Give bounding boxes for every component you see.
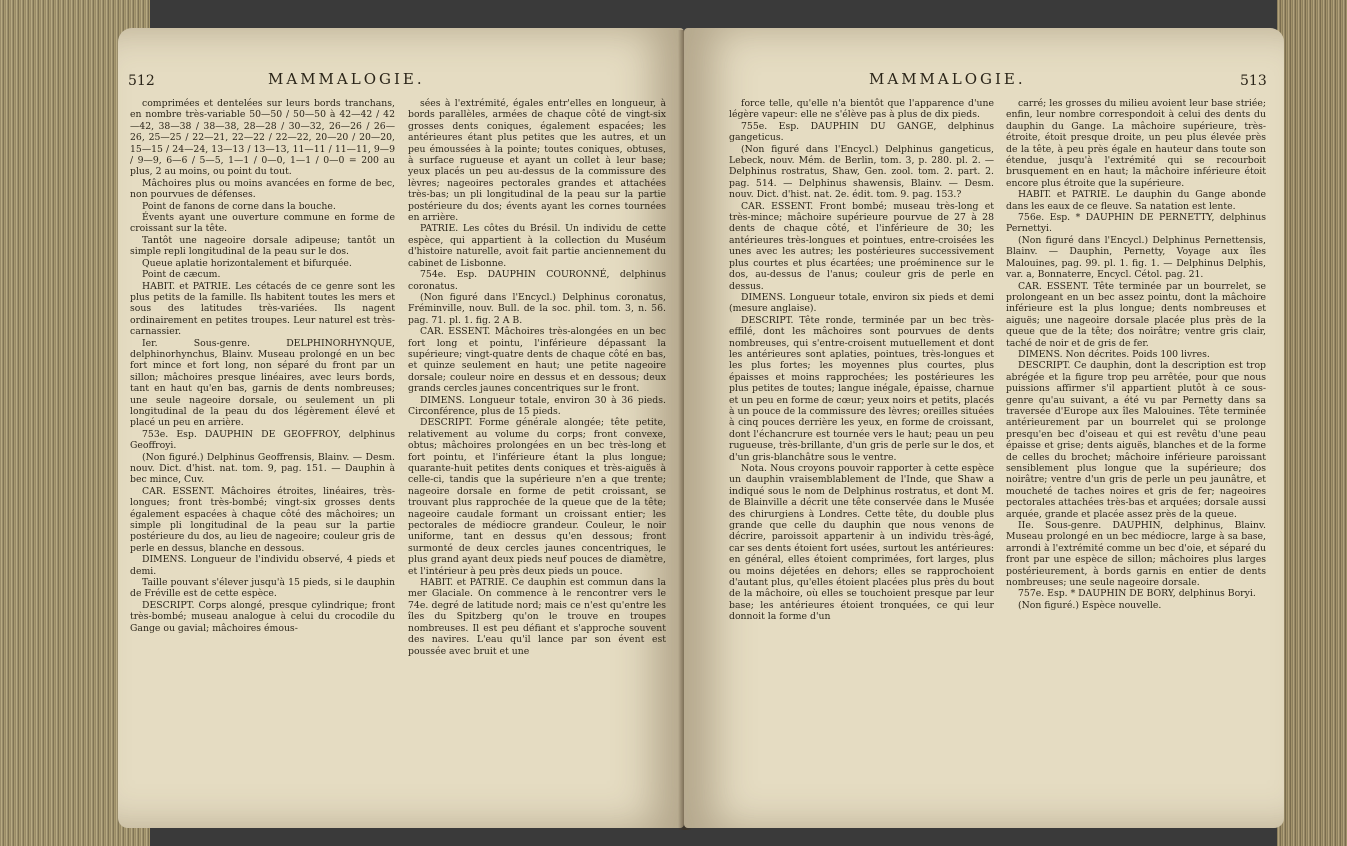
paragraph: Évents ayant une ouverture commune en forme de croissant sur la tête.: [130, 212, 395, 235]
right-page: [684, 28, 1284, 828]
paragraph: (Non figuré.) Delphinus Geoffrensis, Blainv. — Desm. nouv. Dict. d'hist. nat. tom. 9, pag. 151. — Dauphin à bec mince, Cuv.: [130, 451, 395, 486]
paragraph: Tantôt une nageoire dorsale adipeuse; tantôt un simple repli longitudinal de la peau sur le dos.: [130, 234, 395, 258]
paragraph: Taille pouvant s'élever jusqu'à 15 pieds, si le dauphin de Fréville est de cette espèce.: [130, 577, 395, 600]
paragraph: DIMENS. Non décrites. Poids 100 livres.: [1018, 348, 1210, 360]
paragraph: 754e. Esp. DAUPHIN COURONNÉ, delphinus coronatus.: [408, 269, 666, 292]
right-column-1: [729, 98, 994, 818]
paragraph: CAR. ESSENT. Front bombé; museau très-long et très-mince; mâchoire supérieure pourvue de 27 à 28 dents de chaque côté, et l'inférieure de 30; les antérieures très-longues et pointues, entre-croisées les unes avec les autres; les postérieures successivement plus courtes et plus écartées; une proéminence sur le dos, au-dessus de l'anus; couleur gris de perle en dessus.: [729, 200, 994, 292]
paragraph: 755e. Esp. DAUPHIN DU GANGE, delphinus gangeticus.: [729, 120, 994, 144]
paragraph: CAR. ESSENT. Mâchoires étroites, linéaires, très-longues; front très-bombé; vingt-six grosses dents également espacées à chaque côté des mâchoires; un simple pli longitudinal de la peau sur la partie postérieure du dos, au lieu de nageoire; couleur gris de perle en dessus, blanche en dessous.: [130, 485, 395, 554]
left-page: [118, 28, 684, 828]
paragraph: DESCRIPT. Forme générale alongée; tête petite, relativement au volume du corps; front convexe, obtus; mâchoires prolongées en un bec très-long et fort pointu, et l'inférieure étant la plus longue; quarante-huit petites dents coniques et très-aiguës à celle-ci, tandis que la supérieure n'en a que trente; nageoire dorsale en forme de petit croissant, se trouvant plus rapprochée de la queue que de la tête; nageoire caudale formant un croissant entier; les pectorales de médiocre grandeur. Couleur, le noir uniforme, tant en dessus qu'en dessous; front surmonté de deux cercles jaunes concentriques, le plus grand ayant deux pieds neuf pouces de diamètre, et l'intérieur à peu près deux pieds un pouce.: [408, 417, 666, 577]
paragraph: Nota. Nous croyons pouvoir rapporter à cette espèce un dauphin vraisemblablement de l'Inde, que Shaw a indiqué sous le nom de Delphinus rostratus, et dont M. de Blainville a décrit une tête conservée dans le Musée des chirurgiens à Londres. Cette tête, du double plus grande que celle du dauphin que nous venons de décrire, paroissoit appartenir à un individu très-âgé, car ses dents étoient fort usées, surtout les antérieures: en général, elles étoient comprimées, fort larges, plus ou moins déjetées en dehors; elles se rapprochoient d'autant plus, qu'elles étoient placées plus près du bout de la mâchoire, où elles se touchoient presque par leur base; les antérieures étoient tronquées, ce qui leur donnoit la forme d'un: [729, 463, 994, 623]
paragraph: Point de cæcum.: [142, 269, 221, 281]
running-head: MAMMALOGIE.: [268, 70, 425, 88]
paragraph: 753e. Esp. DAUPHIN DE GEOFFROY, delphinus Geoffroyi.: [130, 428, 395, 452]
paragraph: (Non figuré dans l'Encycl.) Delphinus Pernettensis, Blainv. — Dauphin, Pernetty, Voyage aux îles Malouines, pag. 99. pl. 1. fig. 1. — Delphinus Delphis, var. a, Bonnaterre, Encycl. Cétol. pag. 21.: [1006, 234, 1266, 281]
paragraph: (Non figuré.) Espèce nouvelle.: [1018, 599, 1162, 611]
paragraph: force telle, qu'elle n'a bientôt que l'apparence d'une légère vapeur: elle ne s'élève pas à plus de dix pieds.: [729, 98, 994, 121]
paragraph: CAR. ESSENT. Tête terminée par un bourrelet, se prolongeant en un bec assez pointu, dont la mâchoire inférieure est la plus longue; dents nombreuses et aiguës; une nageoire dorsale placée plus près de la queue que de la tête; dos noirâtre; ventre gris clair, taché de noir et de gris de fer.: [1006, 280, 1266, 349]
paragraph: DIMENS. Longueur totale, environ six pieds et demi (mesure anglaise).: [729, 291, 994, 315]
paragraph: HABIT. et PATRIE. Les cétacés de ce genre sont les plus petits de la famille. Ils habitent toutes les mers et sous des latitudes très-variées. Ils nagent ordinairement en petites troupes. Leur naturel est très-carnassier.: [130, 280, 395, 338]
paragraph: DESCRIPT. Ce dauphin, dont la description est trop abrégée et la figure trop peu arrêtée, pour que nous puissions affirmer s'il appartient plutôt à ce sous-genre qu'au suivant, a été vu par Pernetty dans sa traversée d'Europe aux îles Malouines. Tête terminée antérieurement par un bourrelet qui se prolonge presqu'en bec d'oiseau et qui est revêtu d'une peau épaisse et grise; dents aiguës, blanches et de la forme de celles du brochet; mâchoire inférieure paroissant sensiblement plus longue que la supérieure; dos noirâtre; ventre d'un gris de perle un peu jaunâtre, et moucheté de taches noires et gris de fer; nageoires pectorales attachées très-bas et arquées; dorsale aussi arquée, grande et placée assez près de la queue.: [1006, 360, 1266, 520]
paragraph: PATRIE. Les côtes du Brésil. Un individu de cette espèce, qui appartient à la collection du Muséum d'histoire naturelle, avoit fait partie anciennement du cabinet de Lisbonne.: [408, 223, 666, 269]
paragraph: (Non figuré dans l'Encycl.) Delphinus coronatus, Fréminville, nouv. Bull. de la soc. phil. tom. 3, n. 56. pag. 71. pl. 1. fig. 2 A B.: [408, 291, 666, 326]
paragraph: 756e. Esp. * DAUPHIN DE PERNETTY, delphinus Pernettyi.: [1006, 212, 1266, 235]
page-number: 512: [128, 73, 155, 89]
paragraph: comprimées et dentelées sur leurs bords tranchans, en nombre très-variable 50—50 / 50—50 à 42—42 / 42—42, 38—38 / 38—38, 28—28 / 30—32, 26—26 / 26—26, 25—25 / 22—21, 22—22 / 22—22, 20—20 / 20—20, 15—15 / 24—24, 13—13 / 13—13, 11—11 / 11—11, 9—9 / 9—9, 6—6 / 5—5, 1—1 / 0—0, 1—1 / 0—0 = 200 au plus, 2 au moins, ou point du tout.: [130, 98, 395, 178]
right-column-2: [1006, 98, 1266, 818]
paragraph: (Non figuré dans l'Encycl.) Delphinus gangeticus, Lebeck, nouv. Mém. de Berlin, tom. 3, p. 280. pl. 2. — Delphinus rostratus, Shaw, Gen. zool. tom. 2. part. 2. pag. 514. — Delphinus shawensis, Blainv. — Desm. nouv. Dict. d'hist. nat. 2e. édit. tom. 9. pag. 153.?: [729, 143, 994, 201]
running-head: MAMMALOGIE.: [869, 70, 1026, 88]
paragraph: DESCRIPT. Tête ronde, terminée par un bec très-effilé, dont les mâchoires sont pourvues de dents nombreuses, qui s'entre-croisent mutuellement et dont les antérieures sont aplaties, pointues, très-longues et les plus fortes; les moyennes plus courtes, plus épaisses et moins rapprochées; les postérieures les plus petites de toutes; langue inégale, épaisse, charnue et un peu en forme de cœur; yeux noirs et petits, placés à un pouce de la commissure des lèvres; oreilles situées à cinq pouces derrière les yeux, en forme de croissant, dont l'échancrure est tournée vers le haut; peau un peu rugueuse, très-brillante, d'un gris de perle sur le dos, et d'un gris-blanchâtre sous le ventre.: [729, 314, 994, 463]
paragraph: Point de fanons de corne dans la bouche.: [142, 200, 336, 212]
paragraph: HABIT. et PATRIE. Le dauphin du Gange abonde dans les eaux de ce fleuve. Sa natation est lente.: [1006, 189, 1266, 212]
paragraph: IIe. Sous-genre. DAUPHIN, delphinus, Blainv. Museau prolongé en un bec médiocre, large à sa base, arrondi à l'extrémité comme un bec d'oie, et séparé du front par une espèce de sillon; mâchoires plus larges postérieurement, à bords garnis en entier de dents nombreuses; une seule nageoire dorsale.: [1006, 520, 1266, 589]
paragraph: carré; les grosses du milieu avoient leur base striée; enfin, leur nombre correspondoit à celui des dents du dauphin du Gange. La mâchoire supérieure, très-étroite, étoit presque droite, un peu plus élevée près de la tête, à peu près égale en hauteur dans toute son étendue, jusqu'à l'extrémité qui se recourboit brusquement en en haut; la mâchoire inférieure étoit encore plus étroite que la supérieure.: [1006, 98, 1266, 189]
paragraph: sées à l'extrémité, égales entr'elles en longueur, à bords parallèles, armées de chaque côté de vingt-six grosses dents coniques, également espacées; les antérieures étant plus petites que les autres, et un peu émoussées à la pointe; toutes coniques, obtuses, à surface rugueuse et ayant un collet à leur base; yeux placés un peu au-dessus de la commissure des lèvres; nageoires pectorales grandes et attachées très-bas; un pli longitudinal de la peau sur la partie postérieure du dos; évents ayant les cornes tournées en arrière.: [408, 98, 666, 224]
left-column-1: [130, 98, 395, 818]
paragraph: Queue aplatie horizontalement et bifurquée.: [142, 257, 352, 269]
paragraph: CAR. ESSENT. Mâchoires très-alongées en un bec fort long et pointu, l'inférieure dépassant la supérieure; vingt-quatre dents de chaque côté en bas, et quinze seulement en haut; une petite nageoire dorsale; couleur noire en dessus et en dessous; deux grands cercles jaunes concentriques sur le front.: [408, 326, 666, 395]
left-column-2: [408, 98, 666, 818]
paragraph: DIMENS. Longueur totale, environ 30 à 36 pieds. Circonférence, plus de 15 pieds.: [408, 394, 666, 417]
paragraph: DIMENS. Longueur de l'individu observé, 4 pieds et demi.: [130, 554, 395, 577]
paragraph: DESCRIPT. Corps alongé, presque cylindrique; front très-bombé; museau analogue à celui du crocodile du Gange ou gavial; mâchoires émous-: [130, 599, 395, 634]
page-edges-right: [1277, 0, 1347, 846]
page-number: 513: [1240, 73, 1267, 89]
paragraph: HABIT. et PATRIE. Ce dauphin est commun dans la mer Glaciale. On commence à le rencontrer vers le 74e. degré de latitude nord; mais ce n'est qu'entre les îles du Spitzberg qu'on le trouve en troupes nombreuses. Il est peu défiant et s'approche souvent des navires. L'eau qu'il lance par son évent est poussée avec bruit et une: [408, 577, 666, 657]
paragraph: 757e. Esp. * DAUPHIN DE BORY, delphinus Boryi.: [1018, 588, 1256, 600]
paragraph: Mâchoires plus ou moins avancées en forme de bec, non pourvues de défenses.: [130, 177, 395, 201]
paragraph: Ier. Sous-genre. DELPHINORHYNQUE, delphinorhynchus, Blainv. Museau prolongé en un bec fort mince et fort long, non séparé du front par un sillon; mâchoires presque linéaires, avec leurs bords, tant en haut qu'en bas, garnis de dents nombreuses; une seule nageoire dorsale, ou seulement un pli longitudinal de la peau du dos légèrement élevé et placé un peu en arrière.: [130, 337, 395, 429]
